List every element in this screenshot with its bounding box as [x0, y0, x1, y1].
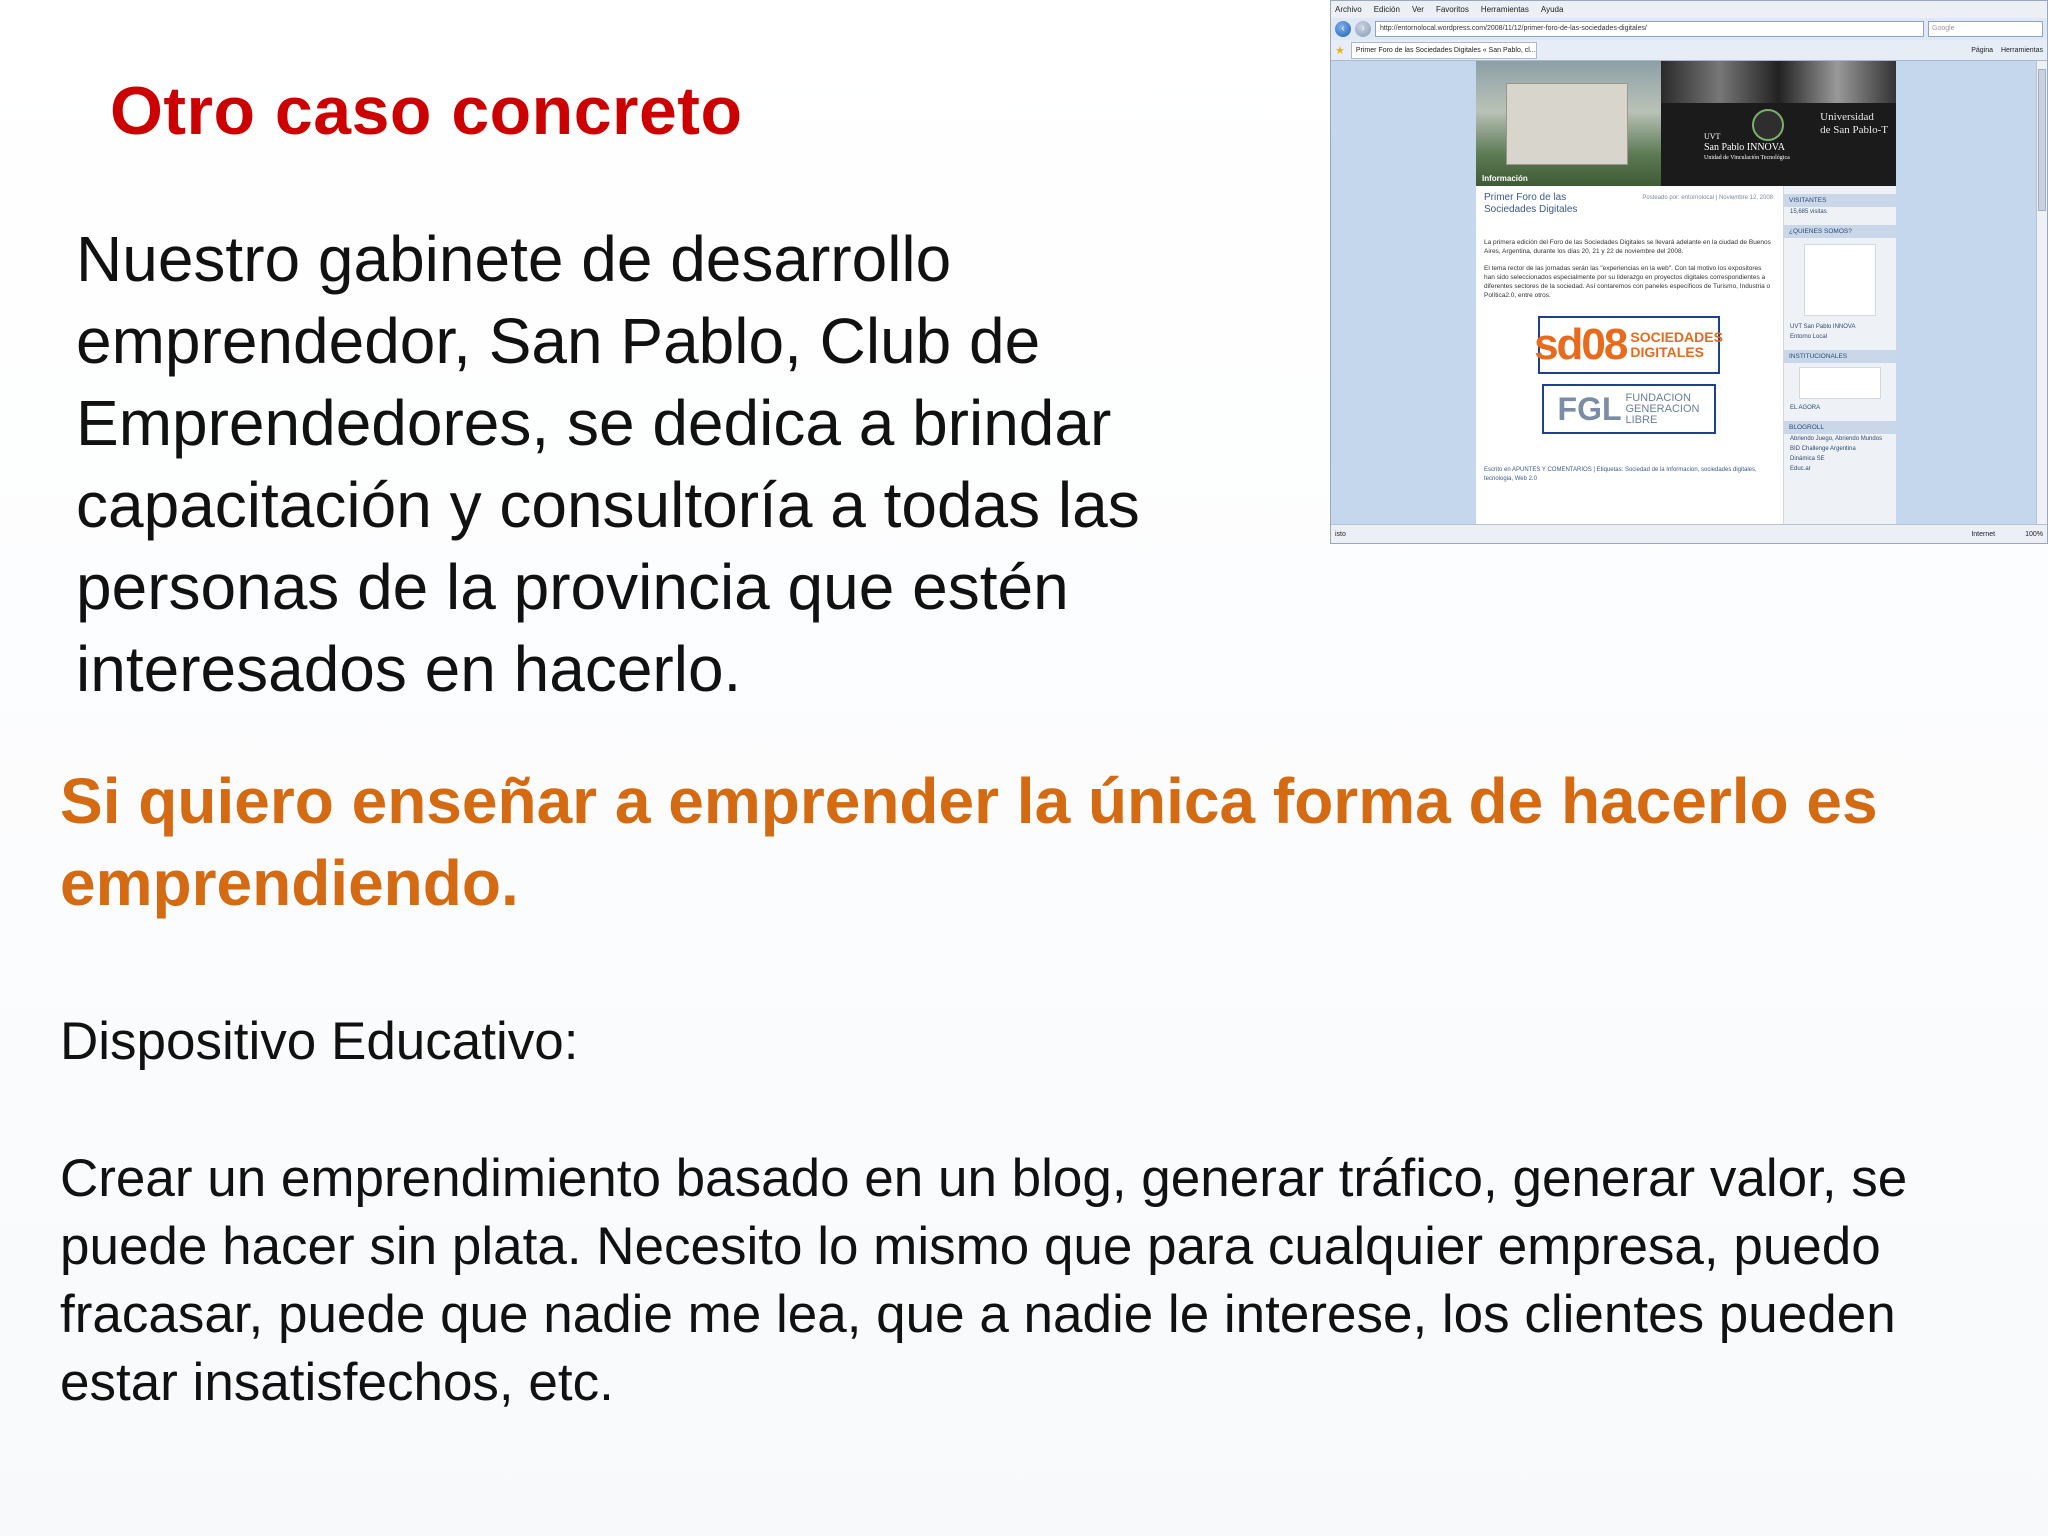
- address-bar[interactable]: http://entornolocal.wordpress.com/2008/11/12/primer-foro-de-las-sociedades-digitales/: [1375, 21, 1924, 37]
- zoom-level[interactable]: 100%: [2025, 530, 2043, 538]
- university-seal-icon: [1752, 109, 1784, 141]
- menu-ver[interactable]: Ver: [1411, 5, 1424, 14]
- highlight-quote: Si quiero enseñar a emprender la única forma de hacerlo es emprendiendo.: [60, 765, 1878, 919]
- browser-tab[interactable]: Primer Foro de las Sociedades Digitales « San Pablo, cl...: [1351, 42, 1537, 59]
- sidebar-heading-institucionales: INSTITUCIONALES: [1784, 350, 1896, 363]
- page-menu-button[interactable]: Página: [1971, 46, 1993, 54]
- tools-menu-button[interactable]: Herramientas: [2000, 46, 2043, 54]
- uvt-logo-text: UVT San Pablo INNOVA Unidad de Vinculación Tecnológica: [1704, 132, 1790, 161]
- browser-address-row: [1331, 18, 2047, 40]
- slide-title: Otro caso concreto: [110, 73, 743, 149]
- blogroll-item[interactable]: Abriendo Juego, Abriendo Mundos: [1790, 436, 1883, 442]
- intro-paragraph: Nuestro gabinete de desarrollo emprendedor, San Pablo, Club de Emprendedores, se dedica a brindar capacitación y consultoría a todas las personas de la provincia que estén interesados en hacerlo.: [76, 223, 1140, 705]
- sidebar-entorno-link[interactable]: Entorno Local: [1790, 334, 1828, 340]
- sidebar-heading-blogroll: BLOGROLL: [1784, 421, 1896, 434]
- menu-archivo[interactable]: Archivo: [1335, 5, 1362, 14]
- browser-tab-row: [1331, 40, 2047, 61]
- blogroll-item[interactable]: Dinámica SE: [1790, 456, 1825, 462]
- blog-sidebar: [1783, 186, 1896, 525]
- uvt-sidebar-logo[interactable]: [1804, 244, 1876, 316]
- blog-header: [1476, 61, 1896, 186]
- favorites-star-icon[interactable]: ★: [1335, 44, 1345, 57]
- menu-herramientas[interactable]: Herramientas: [1480, 5, 1529, 14]
- device-label: Dispositivo Educativo:: [60, 1012, 579, 1071]
- browser-statusbar: [1331, 524, 2047, 543]
- menu-edicion[interactable]: Edición: [1373, 5, 1400, 14]
- university-sidebar-logo[interactable]: [1799, 367, 1881, 399]
- post-paragraph-2: El tema rector de las jornadas serán las "experiencias en la web". Con tal motivo los expositores han sido seleccionados especialmente por su liderazgo en proyectos digitales correspondientes a diferentes sectores de la sociedad. Así contaremos con paneles específicos de Turismo, Industria o Política2.0, entre otros.: [1484, 265, 1771, 299]
- header-building-photo: [1476, 61, 1661, 186]
- forward-arrow-icon[interactable]: ›: [1355, 21, 1371, 37]
- sidebar-agora-link[interactable]: EL AGORA: [1790, 405, 1821, 411]
- blog-post: [1476, 186, 1781, 525]
- post-footer: Escrito en APUNTES Y COMENTARIOS | Etiquetas: Sociedad de la Informacion, sociedades digitales, tecnologia, Web 2.0: [1484, 467, 1757, 482]
- sidebar-heading-visitantes: VISITANTES: [1784, 194, 1896, 207]
- post-paragraph-1: La primera edición del Foro de las Sociedades Digitales se llevará adelante en la ciudad de Buenos Aires, Argentina, durante los días 20, 21 y 22 de noviembre del 2008.: [1484, 239, 1771, 255]
- sidebar-heading-quienes: ¿QUIENES SOMOS?: [1784, 225, 1896, 238]
- sidebar-uvt-link[interactable]: UVT San Pablo INNOVA: [1790, 324, 1856, 330]
- header-banner-image: [1661, 61, 1896, 103]
- blogroll-item[interactable]: BID Challenge Argentina: [1790, 446, 1856, 452]
- visit-count: 15,685 visitas: [1790, 209, 1827, 215]
- back-arrow-icon[interactable]: ‹: [1335, 21, 1351, 37]
- header-info-link[interactable]: Información: [1482, 174, 1528, 183]
- blog-page: [1476, 61, 1896, 525]
- browser-screenshot: [1330, 0, 2048, 544]
- device-description: Crear un emprendimiento basado en un blog, generar tráfico, generar valor, se puede hacer sin plata. Necesito lo mismo que para cualquier empresa, puedo fracasar, puede que nadie me lea, que a nadie le interese, los clientes pueden estar insatisfechos, etc.: [60, 1149, 1908, 1412]
- post-meta: Posteado por: entornolocal | Noviembre 12, 2008: [1642, 195, 1773, 201]
- status-text: isto: [1335, 530, 1346, 538]
- post-title-link[interactable]: Primer Foro de las Sociedades Digitales: [1484, 192, 1578, 215]
- university-name: Universidad de San Pablo-T: [1820, 111, 1888, 136]
- browser-menubar: [1331, 1, 2047, 18]
- browser-viewport: [1331, 61, 2037, 525]
- menu-ayuda[interactable]: Ayuda: [1540, 5, 1564, 14]
- blogroll-item[interactable]: Educ.ar: [1790, 466, 1811, 472]
- menu-favoritos[interactable]: Favoritos: [1435, 5, 1469, 14]
- sd08-logo[interactable]: sd08 SOCIEDADES DIGITALES: [1538, 316, 1720, 374]
- scrollbar-thumb[interactable]: [2038, 69, 2046, 211]
- search-input[interactable]: Google: [1928, 21, 2043, 37]
- status-zone: Internet: [1971, 530, 1996, 538]
- browser-scrollbar[interactable]: [2036, 61, 2047, 525]
- fgl-logo[interactable]: FGL FUNDACION GENERACION LIBRE: [1542, 384, 1716, 434]
